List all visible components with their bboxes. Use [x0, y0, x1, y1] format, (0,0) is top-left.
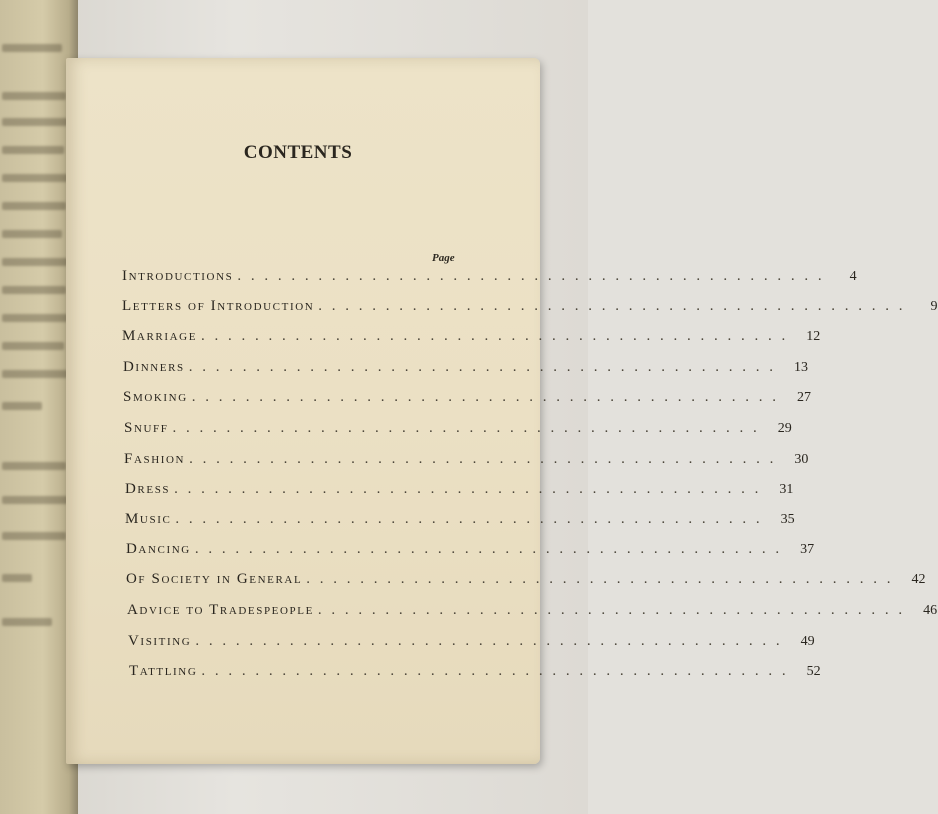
leader-dots: . . . . . . . . . . . . . . . . . . . . . . . . . . . . . . . . . . . . . . . . . . . . [317, 602, 906, 618]
toc-entry-page: 46 [923, 603, 938, 618]
facing-page-text-line [2, 496, 68, 504]
toc-entry-page: 4 [849, 269, 857, 284]
toc-entry-title: Visiting [128, 633, 192, 649]
toc-entry-title: Introductions [122, 268, 234, 284]
toc-entry-title: Tattling [129, 663, 198, 679]
toc-entry-page: 12 [806, 329, 821, 344]
toc-entry-page: 9 [930, 299, 938, 314]
leader-dots: . . . . . . . . . . . . . . . . . . . . . . . . . . . . . . . . . . . . . . . . . . . . [306, 571, 894, 587]
toc-entry-page: 27 [797, 390, 812, 405]
leader-dots: . . . . . . . . . . . . . . . . . . . . . . . . . . . . . . . . . . . . . . . . . . . . [191, 389, 780, 405]
leader-dots: . . . . . . . . . . . . . . . . . . . . . . . . . . . . . . . . . . . . . . . . . . . . [189, 451, 777, 467]
facing-page-text-line [2, 370, 68, 378]
toc-entry [122, 298, 938, 320]
toc-entry [128, 633, 815, 655]
facing-page-text-line [2, 174, 68, 182]
toc-entry-title: Dress [125, 481, 171, 497]
leader-dots: . . . . . . . . . . . . . . . . . . . . . . . . . . . . . . . . . . . . . . . . . . . . [188, 359, 777, 375]
toc-entry-page: 49 [800, 634, 815, 649]
toc-entry-title: Music [125, 511, 172, 527]
facing-page-text-line [2, 342, 64, 350]
toc-entry-page: 13 [794, 360, 809, 375]
toc-entry-page: 30 [794, 452, 809, 467]
leader-dots: . . . . . . . . . . . . . . . . . . . . . . . . . . . . . . . . . . . . . . . . . . . . [201, 328, 789, 344]
toc-entry [125, 481, 794, 503]
toc-entry-title: Snuff [124, 420, 169, 436]
toc-entry [129, 663, 821, 685]
facing-page-text-line [2, 258, 68, 266]
toc-entry-title: Dancing [126, 541, 191, 557]
facing-page-text-line [2, 462, 66, 470]
toc-entry-title: Dinners [123, 359, 185, 375]
toc-entry [123, 389, 812, 411]
facing-page-text-line [2, 402, 42, 410]
contents-heading: CONTENTS [243, 142, 353, 163]
toc-entry [126, 541, 815, 563]
facing-page-text-line [2, 44, 62, 52]
facing-page-text-line [2, 532, 66, 540]
toc-entry-page: 29 [777, 421, 792, 436]
toc-entry-title: Fashion [124, 451, 186, 467]
toc-entry [123, 359, 809, 381]
facing-page-text-line [2, 230, 62, 238]
toc-entry [124, 420, 792, 442]
toc-entry [122, 328, 821, 350]
toc-entry-page: 52 [806, 664, 821, 679]
facing-page-text-line [2, 618, 52, 626]
toc-entry-page: 37 [800, 542, 815, 557]
toc-entry [125, 511, 795, 533]
toc-entry-title: Of Society in General [126, 571, 303, 587]
facing-page-text-line [2, 202, 66, 210]
facing-page-text-line [2, 92, 66, 100]
toc-entry-title: Letters of Introduction [122, 298, 315, 314]
leader-dots: . . . . . . . . . . . . . . . . . . . . . . . . . . . . . . . . . . . . . . . . . . . . [175, 511, 763, 527]
toc-entry-page: 31 [779, 482, 794, 497]
leader-dots: . . . . . . . . . . . . . . . . . . . . . . . . . . . . . . . . . . . . . . . . . . . . [195, 633, 783, 649]
toc-entry [127, 602, 938, 624]
leader-dots: . . . . . . . . . . . . . . . . . . . . . . . . . . . . . . . . . . . . . . . . . . . . [201, 663, 789, 679]
facing-page-text-line [2, 118, 68, 126]
leader-dots: . . . . . . . . . . . . . . . . . . . . . . . . . . . . . . . . . . . . . . . . . . . . [172, 420, 760, 436]
leader-dots: . . . . . . . . . . . . . . . . . . . . . . . . . . . . . . . . . . . . . . . . . . . . [174, 481, 762, 497]
toc-entry [126, 571, 926, 593]
toc-entry-page: 42 [911, 572, 926, 587]
leader-dots: . . . . . . . . . . . . . . . . . . . . . . . . . . . . . . . . . . . . . . . . . . . . [318, 298, 906, 314]
leader-dots: . . . . . . . . . . . . . . . . . . . . . . . . . . . . . . . . . . . . . . . . . . . . [194, 541, 783, 557]
facing-page-text-line [2, 314, 68, 322]
toc-entry-title: Smoking [123, 389, 188, 405]
toc-entry [122, 268, 857, 290]
toc-entry-title: Marriage [122, 328, 198, 344]
page-column-header: Page [432, 252, 455, 264]
facing-page-text-line [2, 286, 66, 294]
toc-entry-title: Advice to Tradespeople [127, 602, 314, 618]
leader-dots: . . . . . . . . . . . . . . . . . . . . . . . . . . . . . . . . . . . . . . . . . . . . [237, 268, 825, 284]
toc-entry-page: 35 [780, 512, 795, 527]
facing-page-text-line [2, 574, 32, 582]
toc-entry [124, 451, 809, 473]
